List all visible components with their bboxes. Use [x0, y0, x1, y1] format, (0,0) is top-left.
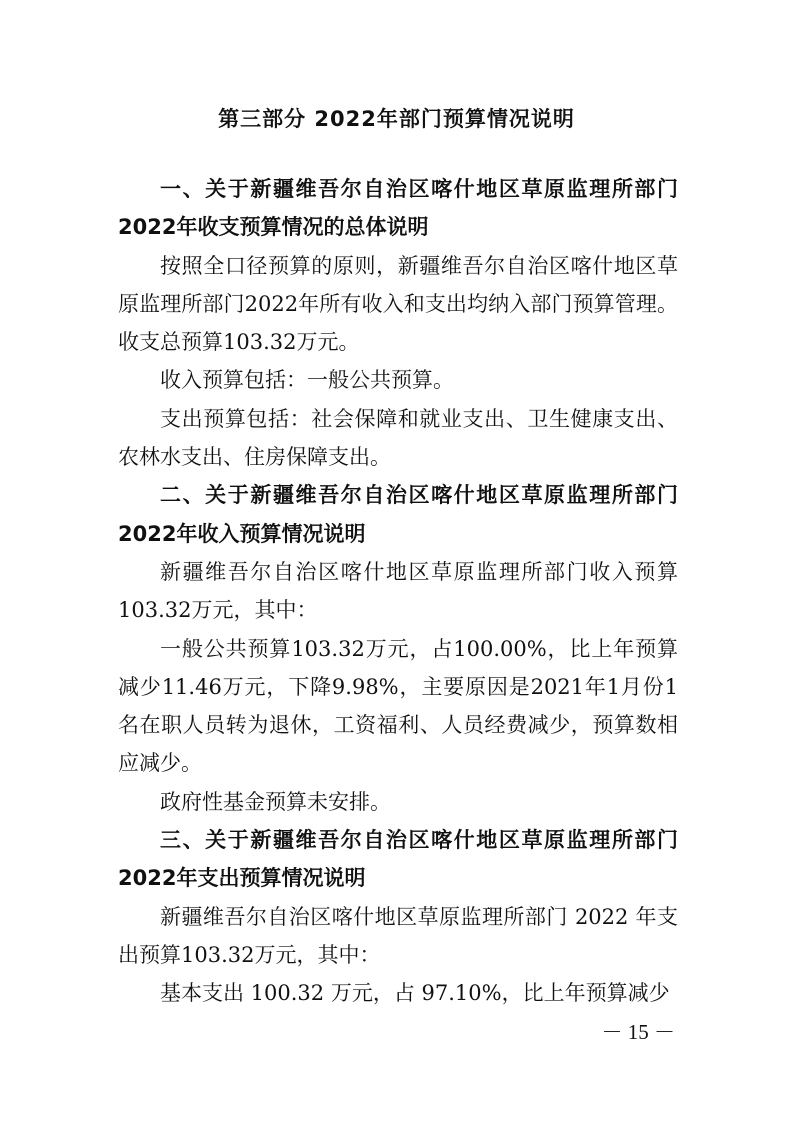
page-number: － 15 －: [601, 1020, 675, 1044]
section-heading: 一、关于新疆维吾尔自治区喀什地区草原监理所部门2022年收支预算情况的总体说明: [118, 177, 678, 240]
paragraph: 一般公共预算103.32万元，占100.00%，比上年预算减少11.46万元，下降9.98%，主要原因是2021年1月份1名在职人员转为退休，工资福利、人员经费减少，预算数相应减少。: [118, 636, 678, 776]
document-body: [118, 170, 678, 1013]
paragraph: 按照全口径预算的原则，新疆维吾尔自治区喀什地区草原监理所部门2022年所有收入和支出均纳入部门预算管理。收支总预算103.32万元。: [118, 253, 678, 355]
paragraph: 基本支出 100.32 万元，占 97.10%，比上年预算减少: [160, 981, 670, 1006]
paragraph: 收入预算包括：一般公共预算。: [160, 368, 454, 393]
paragraph: 新疆维吾尔自治区喀什地区草原监理所部门收入预算103.32万元，其中：: [118, 559, 678, 623]
paragraph: 新疆维吾尔自治区喀什地区草原监理所部门 2022 年支出预算103.32万元，其中：: [118, 904, 678, 967]
section-heading: 二、关于新疆维吾尔自治区喀什地区草原监理所部门2022年收入预算情况说明: [118, 483, 678, 546]
paragraph: 支出预算包括：社会保障和就业支出、卫生健康支出、农林水支出、住房保障支出。: [118, 406, 678, 470]
paragraph: 政府性基金预算未安排。: [160, 789, 391, 814]
section-heading: 三、关于新疆维吾尔自治区喀什地区草原监理所部门2022年支出预算情况说明: [118, 828, 678, 891]
page-title: 第三部分 2022年部门预算情况说明: [218, 107, 575, 131]
